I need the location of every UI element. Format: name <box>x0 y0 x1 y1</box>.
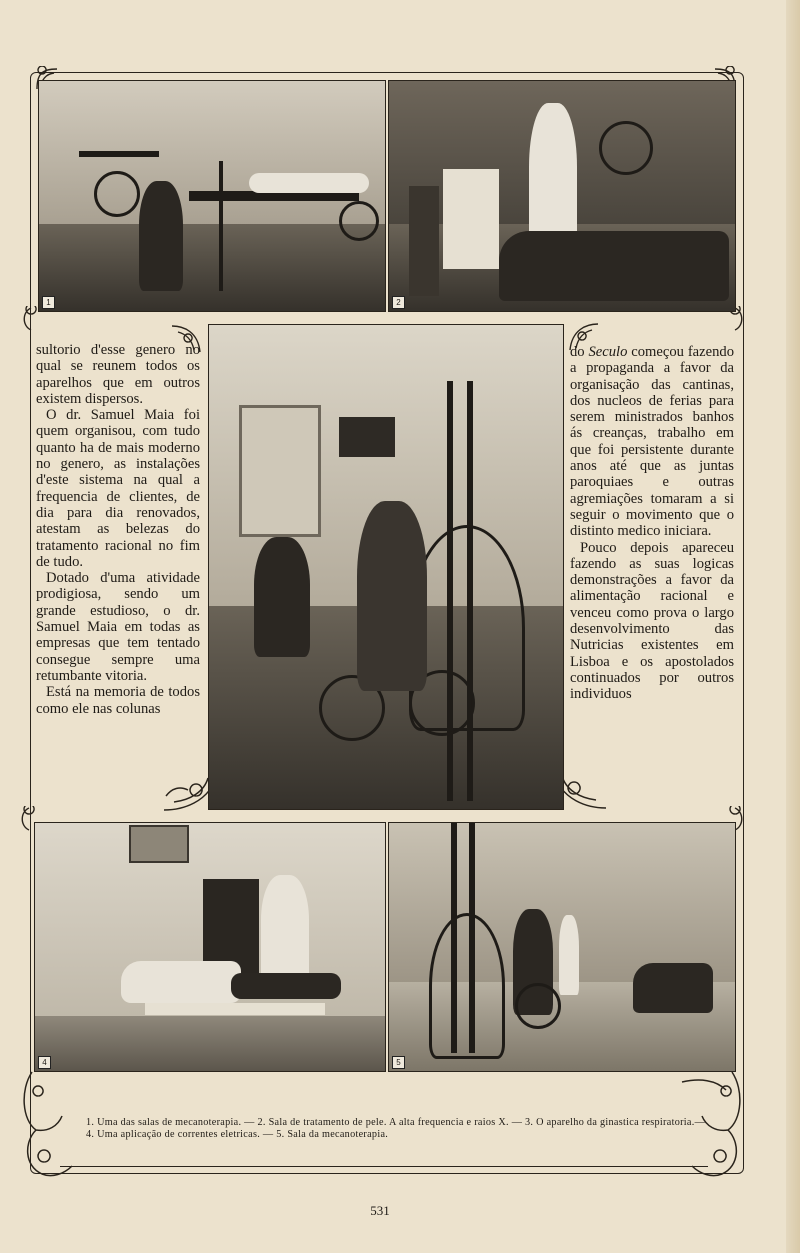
caption-divider <box>60 1166 708 1167</box>
mechanotherapy-hall-photo <box>388 822 736 1072</box>
paragraph: O dr. Samuel Maia foi quem organisou, com tudo quanto ha de mais moderno no genero, as instalações d'este sistema na qual a frequencia de clientes, de dia para dia renovados, atestam as belezas do tratamento racional no fim de tudo. <box>36 407 200 570</box>
photo-number-label: 2 <box>392 296 405 309</box>
page-edge <box>786 0 800 1253</box>
paragraph <box>570 344 734 540</box>
left-text-column <box>36 342 200 717</box>
mechanotherapy-room-photo <box>38 80 386 312</box>
text-run: começou fazendo a propaganda a favor da organisação das cantinas, dos nucleos de ferias para serem ministrados banhos ás creanças, trabalho em que foi persistente durante anos até que as juntas paroquiaes e outras agremiações tomaram a si seguir o movimento que o distinto medico iniciara. <box>570 344 735 540</box>
text-run: do <box>570 344 589 360</box>
bottom-left-flourish-icon <box>18 1070 78 1180</box>
respiratory-gymnastics-apparatus-photo <box>208 324 564 810</box>
photo-number-label: 1 <box>42 296 55 309</box>
electric-current-application-photo <box>34 822 386 1072</box>
paragraph: sultorio d'esse genero no qual se reunem todos os aparelhos que em outros existem dispersos. <box>36 342 200 407</box>
photo-number-label: 5 <box>392 1056 405 1069</box>
paragraph: Pouco depois apareceu fazendo as suas logicas demonstrações a favor da alimentação racional e venceu como prova o largo desenvolvimento das Nutricias existentes em Lisboa e os apostolados continuados por outros individuos <box>570 539 734 703</box>
paragraph: Está na memoria de todos como ele nas colunas <box>36 684 200 717</box>
page-number: 531 <box>370 1203 390 1218</box>
photo-number-label: 4 <box>38 1056 51 1069</box>
photo-caption: 1. Uma das salas de mecanoterapia. — 2. Sala de tratamento de pele. A alta frequencia e raios X. — 3. O aparelho da ginastica respiratoria.—4. Uma aplicação de correntes eletricas. — 5. Sala da mecanoterapia. <box>86 1117 706 1140</box>
paragraph: Dotado d'uma atividade prodigiosa, sendo um grande estudioso, o dr. Samuel Maia em todas as empresas que tem tentado consegue sempre uma retumbante vitoria. <box>36 570 200 684</box>
skin-treatment-room-photo <box>388 80 736 312</box>
newspaper-name: Seculo <box>588 344 628 360</box>
right-text-column <box>570 344 734 703</box>
